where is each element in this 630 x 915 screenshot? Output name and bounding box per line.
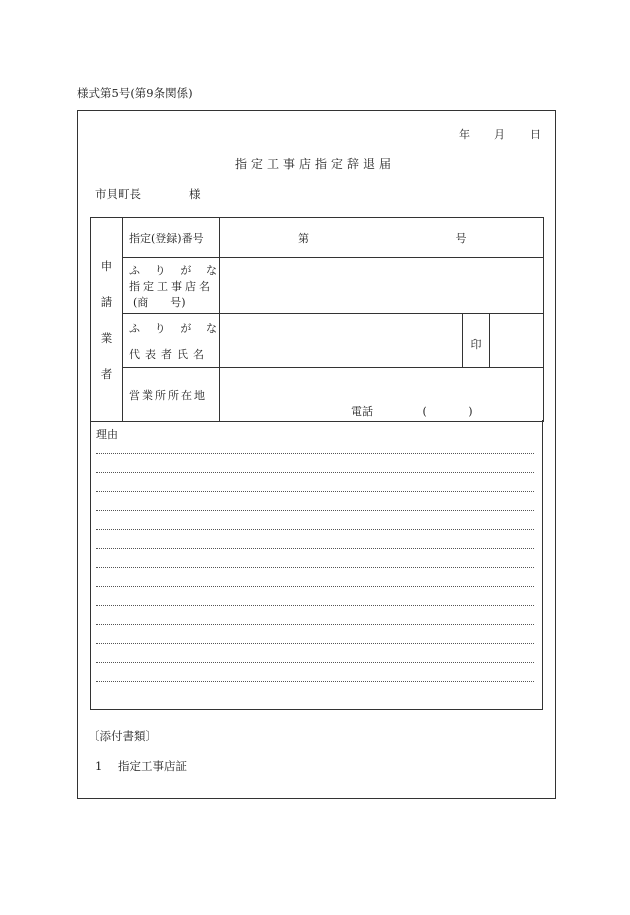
- date-year-label[interactable]: 年: [459, 128, 470, 141]
- registration-number-field[interactable]: [220, 218, 544, 258]
- reason-line: [96, 662, 534, 663]
- form-number-label: 様式第5号(第9条関係): [77, 86, 193, 100]
- addressee: 市貝町長: [95, 187, 141, 201]
- phone-label: 電話: [351, 405, 373, 418]
- reason-line: [96, 586, 534, 587]
- reason-line: [96, 681, 534, 682]
- store-shop-text: (商 号): [133, 295, 186, 309]
- addressee-honorific: 様: [189, 187, 201, 201]
- reason-line: [96, 472, 534, 473]
- attachments-heading: 〔添付書類〕: [88, 729, 157, 743]
- reason-line: [96, 643, 534, 644]
- date-day-label[interactable]: 日: [530, 128, 541, 141]
- form-title: 指定工事店指定辞退届: [234, 157, 395, 171]
- office-address-label: 営業所所在地: [123, 368, 220, 422]
- registration-number-suffix: 号: [455, 231, 467, 245]
- reason-line: [96, 605, 534, 606]
- reason-line: [96, 510, 534, 511]
- registration-number-prefix: 第: [298, 231, 309, 245]
- attachment-text: 指定工事店証: [117, 759, 187, 773]
- reason-line: [96, 491, 534, 492]
- representative-furigana: ふ り が な: [129, 321, 217, 335]
- phone-paren-close: ): [468, 405, 473, 418]
- date-month-label[interactable]: 月: [494, 128, 505, 141]
- store-name-label: [123, 258, 220, 314]
- attachment-number: 1: [95, 759, 103, 773]
- reason-label: 理由: [96, 428, 118, 441]
- representative-name-text: 代表者氏名: [129, 347, 209, 361]
- reason-line: [96, 529, 534, 530]
- representative-label: [123, 314, 220, 368]
- registration-number-label: 指定(登録)番号: [123, 218, 220, 258]
- reason-line: [96, 453, 534, 454]
- applicant-table: [90, 217, 544, 422]
- phone-paren-open: (: [422, 405, 427, 418]
- store-name-field[interactable]: [220, 258, 544, 314]
- seal-field[interactable]: [490, 314, 544, 368]
- applicant-vertical-label: 申 請 業 者: [91, 218, 123, 422]
- reason-line: [96, 567, 534, 568]
- reason-line: [96, 548, 534, 549]
- reason-box[interactable]: [90, 420, 543, 710]
- representative-name-field[interactable]: [220, 314, 463, 368]
- store-name-text: 指定工事店名: [129, 279, 213, 293]
- seal-label: 印: [463, 314, 490, 368]
- reason-line: [96, 624, 534, 625]
- attachment-item: [95, 758, 187, 774]
- phone-row: [220, 403, 543, 421]
- office-address-field[interactable]: [220, 368, 544, 422]
- store-name-furigana: ふ り が な: [129, 263, 217, 277]
